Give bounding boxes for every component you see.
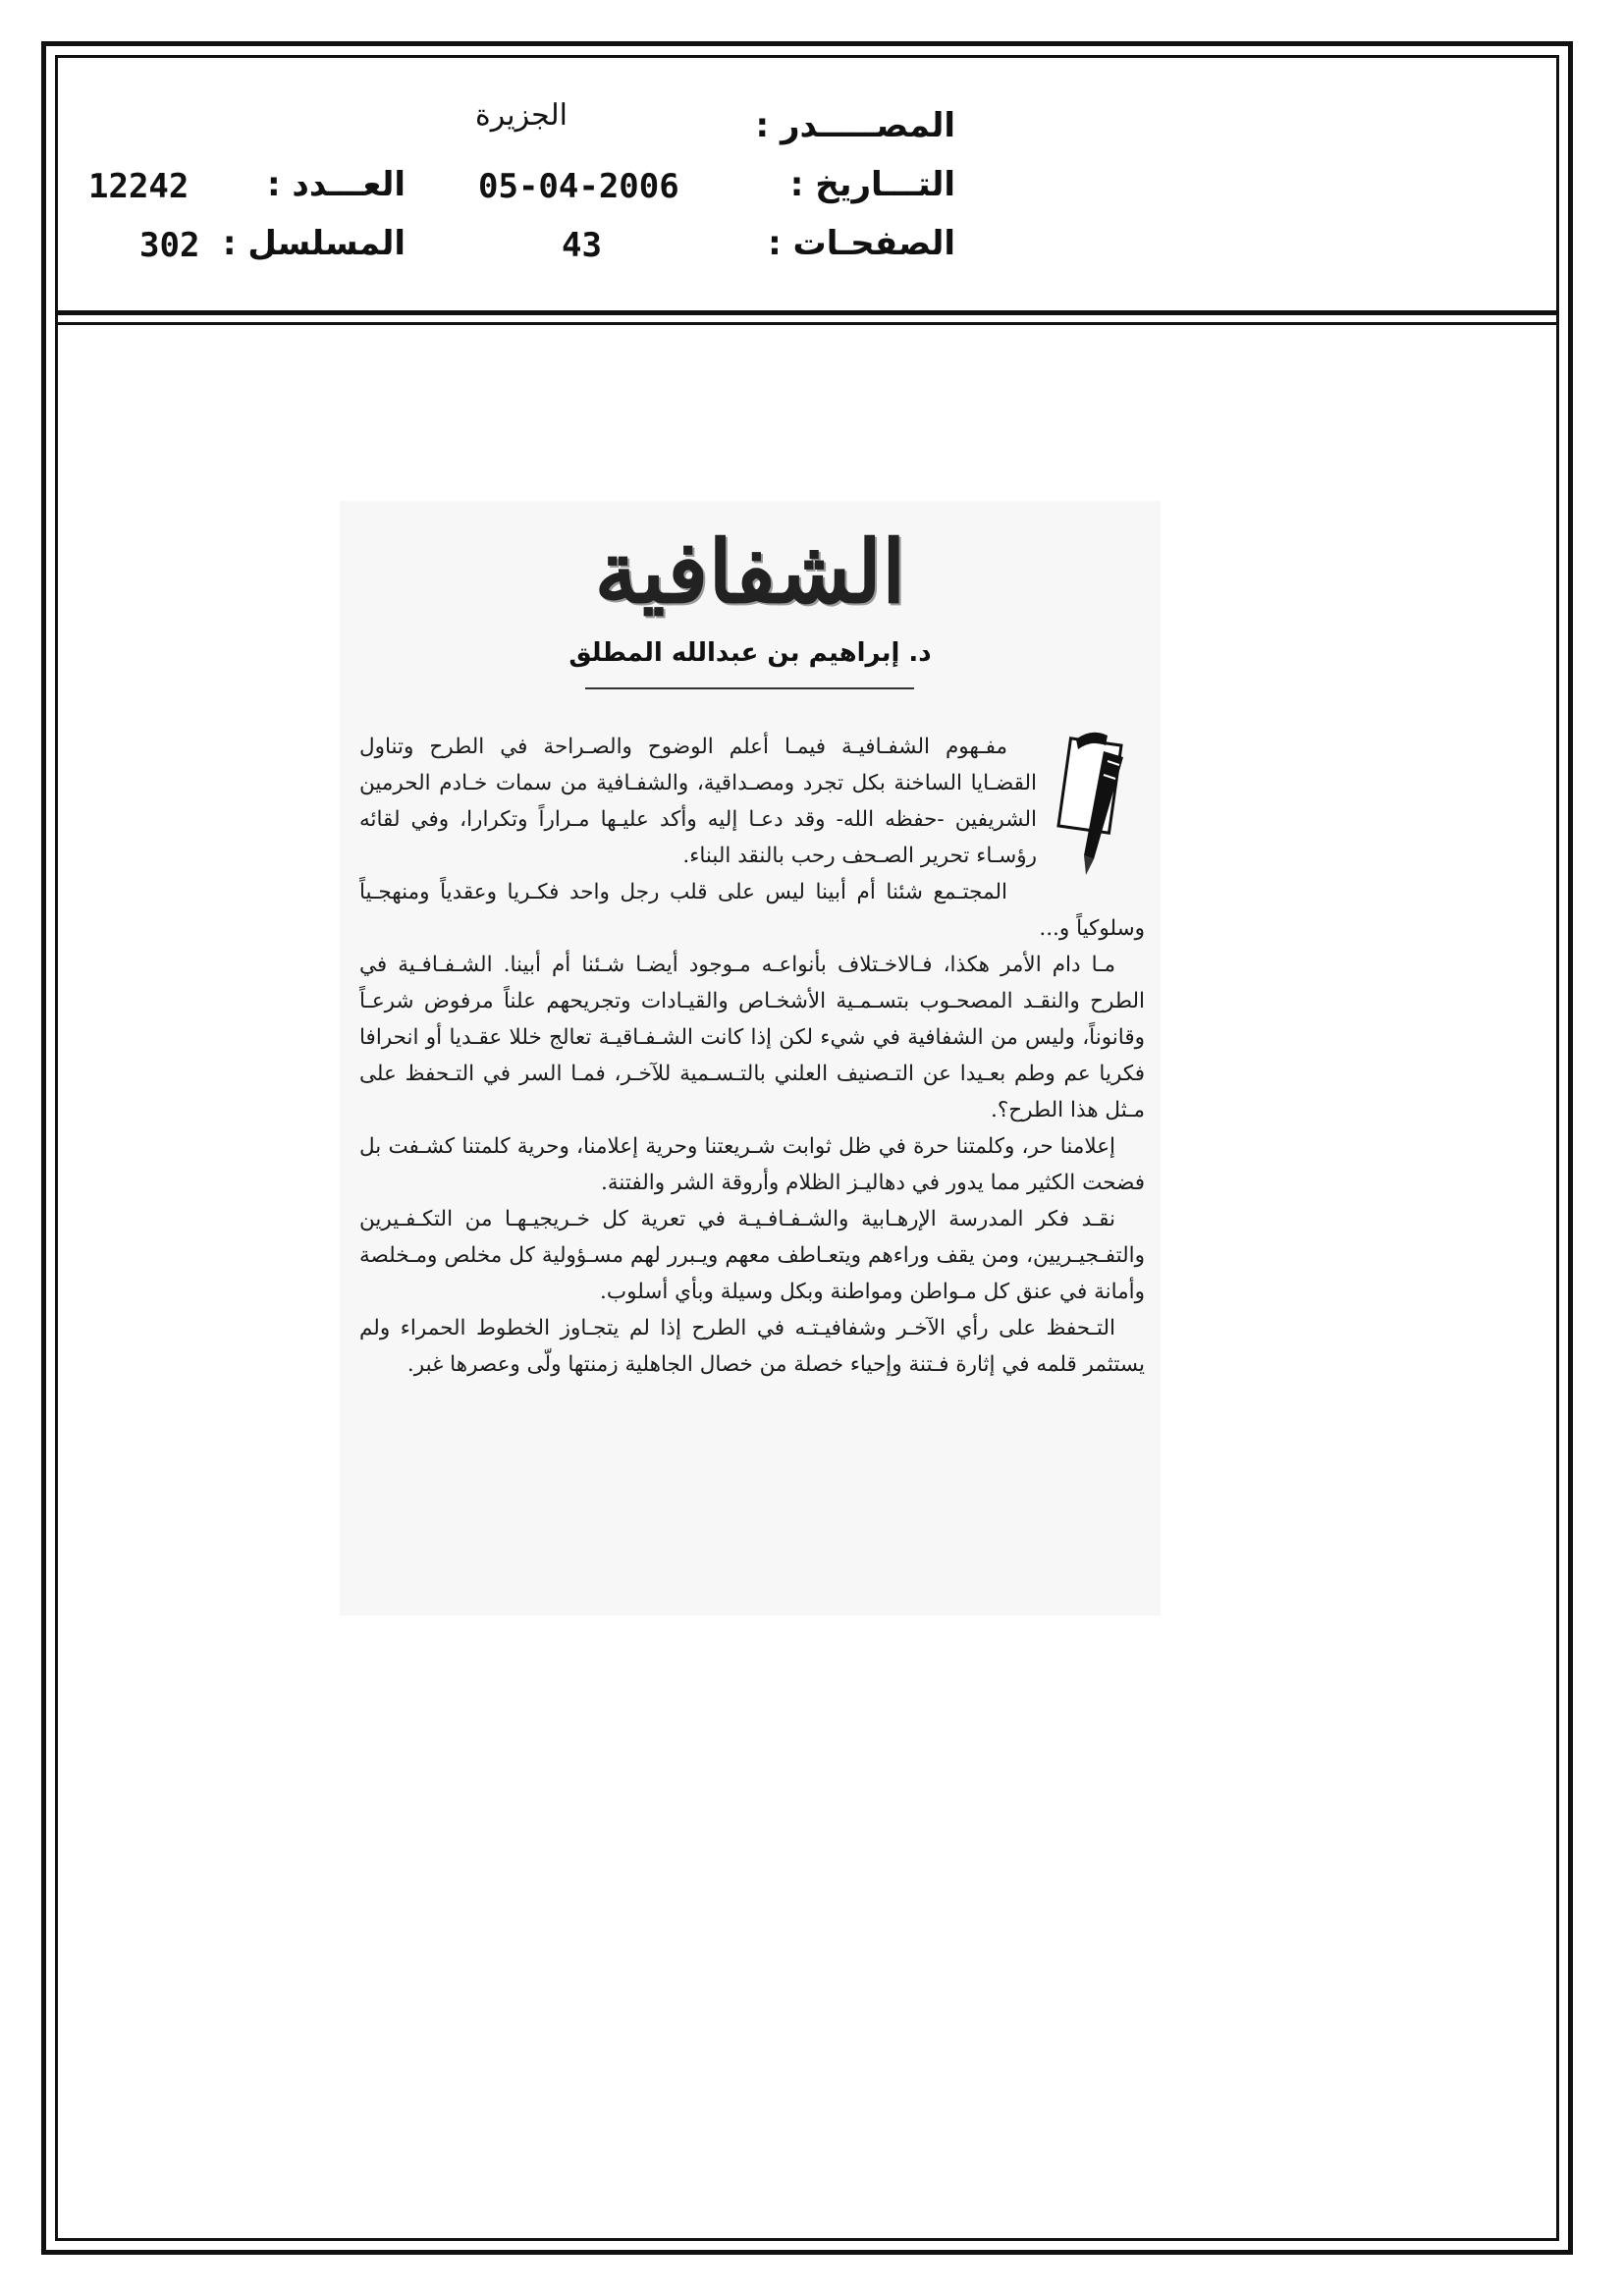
serial-value: 302	[139, 226, 200, 265]
date-label: التـــاريخ :	[789, 165, 955, 204]
article-paragraph-4: إعلامنا حر، وكلمتنا حرة في ظل ثوابت شـريعتنا وحرية إعلامنا، وحرية كلمتنا كشـفت بل فضحت الكثير مما يدور في دهاليـز الظلام وأروقة الشر والفتنة.	[359, 1134, 1145, 1195]
header-divider	[55, 310, 1559, 315]
issue-label: العـــدد :	[267, 165, 406, 204]
issue-value: 12242	[88, 167, 189, 206]
header-divider-inner	[55, 322, 1559, 325]
article-paragraph-2: المجتـمع شئنا أم أبينا ليس على قلب رجل واحد فكـريا وعقدياً ومنهجـياً وسلوكياً و...	[359, 880, 1145, 941]
article-author: د. إبراهيم بن عبدالله المطلق	[568, 638, 932, 668]
source-value: الجزيرة	[474, 98, 568, 133]
article-clipping	[340, 501, 1161, 1615]
pages-value: 43	[562, 226, 602, 265]
article-paragraph-6: التـحفظ على رأي الآخـر وشفافيـتـه في الطرح إذا لم يتجـاوز الخطوط الحمراء ولم يستثمر قلمه في إثارة فـتنة وإحياء خصلة من خصال الجاهلية زمنتها ولّى وعصرها غبر.	[359, 1316, 1145, 1377]
author-divider	[585, 687, 914, 689]
pages-label: الصفحـات :	[768, 224, 955, 263]
article-paragraph-3: مـا دام الأمر هكذا، فـالاخـتلاف بأنواعـه مـوجود أيضـا شـئنا أم أبينا. الشـفـافـية في الطرح والنقـد المصحـوب بتسـمـية الأشخـاص والقيـادات وتجريحهم علناً مرفوض شرعـاً وقانوناً، وليس من الشفافية في شيء لكن إذا كانت الشـفـاقيـة تعالج خللا عقـديا أو انحرافا فكريا عم وطم بعـيدا عن التـصنيف العلني بالتـسـمية للآخـر، فمـا السر في التـحفظ على مـثل هذا الطرح؟.	[359, 953, 1145, 1122]
date-value: 05-04-2006	[478, 167, 679, 206]
article-paragraph-1: مفـهوم الشفـافيـة فيمـا أعلم الوضوح والصـراحة في الطرح وتناول القضـايا الساخنة بكل تجرد ومصـداقية، والشفـافية من سمات خـادم الحرمين الشريفين -حفظه الله- وقد دعـا إليه وأكد عليـها مـراراً وتكرارا، وفي لقائه رؤسـاء تحرير الصـحف رحب بالنقد البناء.	[359, 735, 1037, 868]
article-body	[359, 729, 1145, 1383]
serial-label: المسلسل :	[222, 224, 406, 263]
article-paragraph-5: نقـد فكر المدرسة الإرهـابية والشـفـافـيـة في تعرية كل خـريجيـهـا من التكـفـيرين والتفـجيـريين، ومن يقف وراءهم ويتعـاطف معهم ويـبرر لهم مسـؤولية كل مخلص ومـخلصة وأمانة في عنق كل مـواطن ومواطنة وبكل وسيلة وبأي أسلوب.	[359, 1207, 1145, 1304]
source-label: المصـــــدر :	[755, 106, 955, 145]
article-title: الشفافية	[594, 520, 906, 623]
